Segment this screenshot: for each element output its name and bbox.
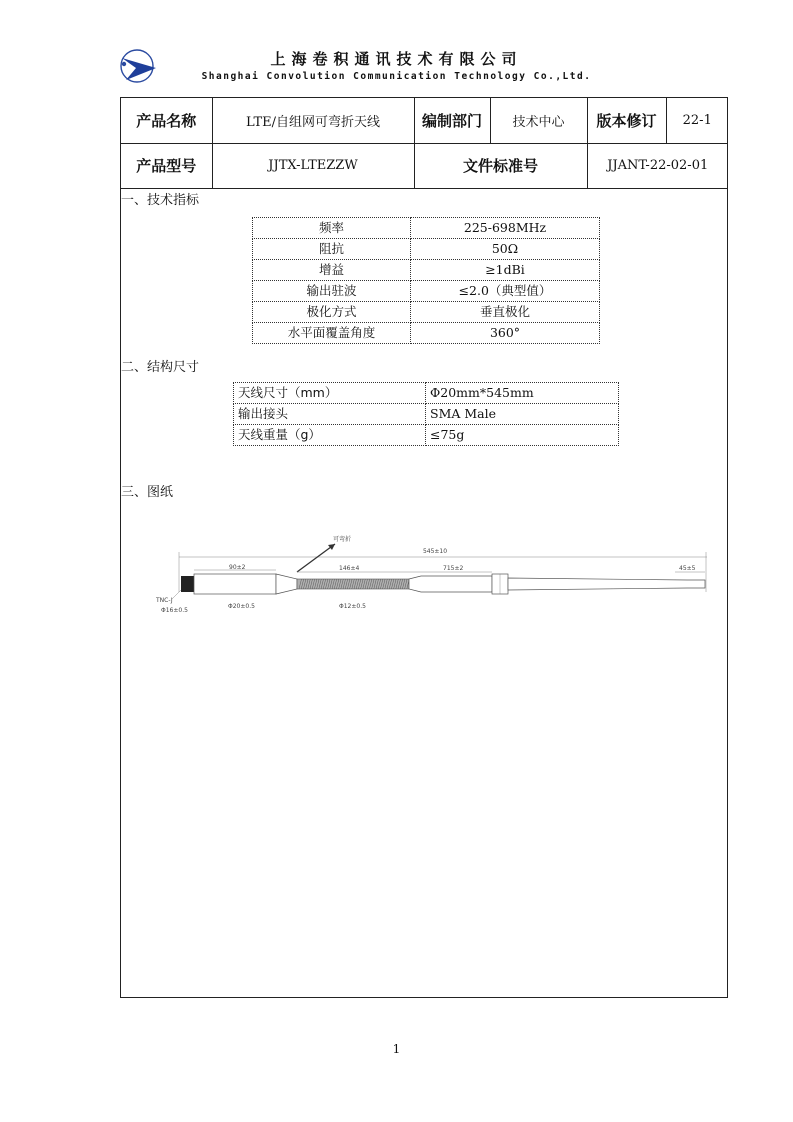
spec-row-name: 输出驻波 bbox=[253, 281, 411, 302]
spec-row bbox=[253, 218, 600, 239]
spec-row bbox=[253, 239, 600, 260]
model-label: 产品型号 bbox=[121, 143, 212, 188]
tip-length-label: 45±5 bbox=[679, 565, 696, 572]
body-section bbox=[194, 574, 276, 594]
spec-row-name: 极化方式 bbox=[253, 302, 411, 323]
dim-row-value: ≤75g bbox=[426, 425, 619, 446]
info-row-1 bbox=[121, 98, 728, 143]
spec-row bbox=[253, 281, 600, 302]
spec-row-value: ≥1dBi bbox=[411, 260, 600, 281]
seg3-length-label: 715±2 bbox=[443, 565, 464, 572]
product-name-label: 产品名称 bbox=[121, 98, 212, 143]
product-info-table bbox=[121, 98, 728, 189]
dim-row bbox=[234, 425, 619, 446]
company-name-en: Shanghai Convolution Communication Technology Co.,Ltd. bbox=[201, 71, 592, 82]
dim-row-value: Φ20mm*545mm bbox=[426, 383, 619, 404]
spec-row-value: 垂直极化 bbox=[411, 302, 600, 323]
dims-section-title: 二、结构尺寸 bbox=[121, 360, 200, 375]
dim-row-name: 天线重量（g） bbox=[234, 425, 426, 446]
spec-row-name: 阻抗 bbox=[253, 239, 411, 260]
info-row-2 bbox=[121, 143, 728, 188]
doc-no-label: 文件标准号 bbox=[414, 143, 587, 188]
revision-value: 22-1 bbox=[666, 98, 728, 143]
model-value: JJTX-LTEZZW bbox=[212, 143, 414, 188]
tip-rod bbox=[508, 578, 705, 590]
dims-table bbox=[233, 382, 619, 446]
dept-value: 技术中心 bbox=[490, 98, 587, 143]
document-frame bbox=[120, 97, 728, 998]
dim-row-name: 天线尺寸（mm） bbox=[234, 383, 426, 404]
connector-shape bbox=[181, 576, 194, 592]
dim-row bbox=[234, 383, 619, 404]
doc-no-value: JJANT-22-02-01 bbox=[587, 143, 728, 188]
spec-row-name: 增益 bbox=[253, 260, 411, 281]
spec-row-value: 225-698MHz bbox=[411, 218, 600, 239]
dept-label: 编制部门 bbox=[414, 98, 490, 143]
company-name-cn: 上海卷积通讯技术有限公司 bbox=[270, 50, 523, 68]
antenna-drawing bbox=[147, 532, 712, 622]
spring-dia-label: Φ12±0.5 bbox=[339, 603, 366, 610]
dim-row-value: SMA Male bbox=[426, 404, 619, 425]
specs-section-title: 一、技术指标 bbox=[121, 193, 200, 208]
page-number: 1 bbox=[392, 1042, 401, 1056]
connector-dia-label: Φ16±0.5 bbox=[161, 607, 188, 614]
seg1-length-label: 90±2 bbox=[229, 564, 246, 571]
spec-row-value: 50Ω bbox=[411, 239, 600, 260]
specs-table bbox=[252, 217, 600, 344]
body-dia-label: Φ20±0.5 bbox=[228, 603, 255, 610]
product-name-value: LTE/自组网可弯折天线 bbox=[212, 98, 414, 143]
connector-label: TNC-J bbox=[156, 597, 173, 604]
spec-row-value: ≤2.0（典型值） bbox=[411, 281, 600, 302]
whip-tube bbox=[409, 576, 492, 592]
spec-row bbox=[253, 323, 600, 344]
dim-row-name: 输出接头 bbox=[234, 404, 426, 425]
spec-row bbox=[253, 260, 600, 281]
bendable-label: 可弯折 bbox=[333, 536, 352, 543]
spec-row bbox=[253, 302, 600, 323]
drawing-section-title: 三、图纸 bbox=[121, 485, 174, 500]
total-length-label: 545±10 bbox=[422, 548, 448, 555]
seg2-length-label: 146±4 bbox=[339, 565, 360, 572]
bend-arrow bbox=[297, 544, 335, 572]
spec-row-value: 360° bbox=[411, 323, 600, 344]
spec-row-name: 水平面覆盖角度 bbox=[253, 323, 411, 344]
revision-label: 版本修订 bbox=[587, 98, 666, 143]
spec-row-name: 频率 bbox=[253, 218, 411, 239]
dim-row bbox=[234, 404, 619, 425]
